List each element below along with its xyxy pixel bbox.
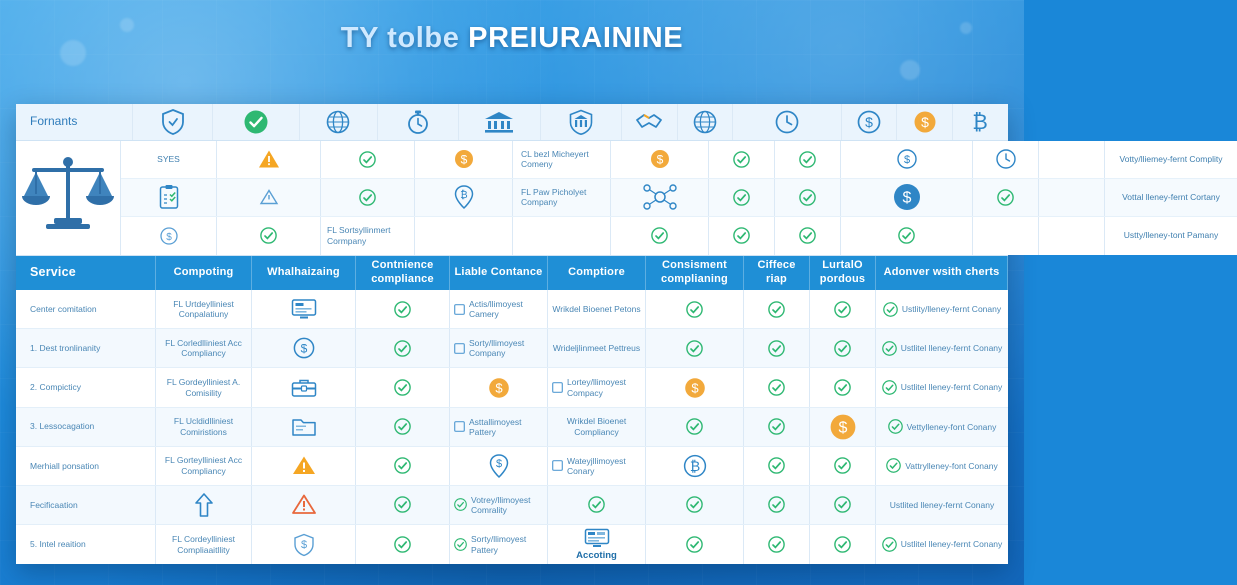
balance-scales-icon [16, 141, 121, 255]
info-label: FL Sortsyllinmert Cormpany [327, 225, 391, 246]
row-cell-text: Ustlitel lleney-fernt Conany [900, 343, 1003, 354]
upper-info-block [16, 141, 1223, 256]
handshake-icon [622, 104, 677, 140]
page-title [0, 22, 1024, 55]
info-label: SYES [157, 153, 180, 164]
row-cell-text: Wrideljlinmeet Pettreus [548, 329, 646, 367]
row-cell-text: Lortey/llimoyest Compacy [567, 377, 627, 398]
coin-icon [646, 368, 744, 406]
spacer-cell [1039, 141, 1105, 178]
check-badge-icon [810, 368, 876, 406]
spacer-cell [1039, 217, 1105, 255]
check-badge-icon [810, 486, 876, 524]
column-header-contnience-compliance[interactable]: Contnience compliance [356, 256, 450, 291]
check-badge-icon [356, 368, 450, 406]
background-blob [900, 60, 920, 80]
info-cell [121, 141, 217, 178]
checkbox-icon[interactable] [454, 343, 465, 354]
check-circle-icon [213, 104, 299, 140]
check-badge-icon [709, 179, 775, 216]
header-label-fornants: Fornants [16, 104, 133, 140]
check-badge-icon [973, 179, 1039, 216]
info-label: Votty/lliemey-fernt Complity [1119, 153, 1223, 164]
svg-text:$: $ [865, 113, 874, 130]
row-cell-check-text [450, 486, 548, 524]
warning-triangle-red-icon [252, 486, 356, 524]
check-badge-icon [709, 141, 775, 178]
row-cell-text: Sorty/llimoyest Company [469, 338, 525, 359]
globe-network-icon [678, 104, 733, 140]
coin-icon [611, 141, 709, 178]
check-badge-icon [321, 141, 415, 178]
svg-text:$: $ [656, 152, 663, 167]
row-cell-text: Sorty/llimoyest Pattery [471, 534, 527, 555]
svg-text:$: $ [460, 152, 467, 167]
checkbox-icon[interactable] [552, 382, 563, 393]
warning-triangle-icon [217, 141, 321, 178]
check-badge-icon [646, 486, 744, 524]
info-cell [513, 141, 611, 178]
row-cell-text: FL Urtdeylliniest Conpalatiuny [156, 290, 252, 328]
check-badge-icon [775, 141, 841, 178]
accounting-cell [548, 525, 646, 564]
row-cell-text: Wrikdel Bioenet Petons [548, 290, 646, 328]
svg-text:$: $ [300, 538, 307, 551]
check-badge-icon [646, 408, 744, 446]
checkbox-icon[interactable] [454, 421, 465, 432]
row-cell-check-text [450, 525, 548, 564]
check-badge-icon [775, 217, 841, 255]
page-title-part2: PREIURAININE [468, 22, 684, 54]
check-badge-icon [888, 419, 903, 434]
row-cell-text: Ustlitel lleney-fernt Conany [900, 539, 1003, 550]
svg-text:$: $ [300, 341, 307, 356]
column-header-ciffece-riap[interactable]: Ciffece riap [744, 256, 810, 291]
spacer-cell [513, 217, 611, 255]
row-cell-checkbox-text[interactable] [450, 290, 548, 328]
globe-icon [300, 104, 378, 140]
row-cell-text: FL Ucldidlliniest Comiristions [156, 408, 252, 446]
check-badge-icon [611, 217, 709, 255]
row-service-label: 1. Dest tronlinanity [16, 329, 156, 367]
dollar-shield-icon [252, 525, 356, 564]
column-header-comptiore[interactable]: Comptiore [548, 256, 646, 291]
table-column-header-row [16, 256, 1008, 291]
row-cell-text: Wrikdel Bioenet Compliancy [548, 408, 646, 446]
coin-icon [415, 141, 513, 178]
check-badge-icon [356, 290, 450, 328]
coin-large-icon [810, 408, 876, 446]
check-badge-icon [744, 447, 810, 485]
table-row[interactable] [16, 486, 1008, 525]
check-badge-icon [744, 329, 810, 367]
info-label: Vottal lleney-fernt Cortany [1122, 191, 1220, 202]
row-cell-checkbox-text[interactable] [548, 368, 646, 406]
check-badge-icon [883, 302, 898, 317]
check-badge-icon [356, 447, 450, 485]
check-badge-icon [882, 537, 897, 552]
column-header-lurtalo-pordous[interactable]: LurtalO pordous [810, 256, 876, 291]
check-badge-icon [810, 447, 876, 485]
dollar-circle-icon [842, 104, 897, 140]
row-cell-text: Votrey/llimoyest Comrality [471, 494, 531, 515]
dollar-circle-icon [252, 329, 356, 367]
check-badge-icon [321, 179, 415, 216]
shield-bank-icon [541, 104, 622, 140]
clipboard-check-icon [121, 179, 217, 216]
table-row[interactable] [16, 290, 1008, 329]
dollar-pin-icon [450, 447, 548, 485]
row-cell-text: Ustlitel lleney-fernt Conany [900, 382, 1003, 393]
column-header-service[interactable]: Service [16, 256, 156, 291]
svg-text:₿: ₿ [689, 457, 700, 474]
svg-text:₿: ₿ [459, 190, 468, 202]
column-header-liable-contance[interactable]: Liable Contance [450, 256, 548, 291]
svg-text:$: $ [838, 419, 847, 437]
row-cell-text: Actis/llimoyest Camery [469, 299, 523, 320]
check-badge-icon [886, 458, 901, 473]
check-badge-icon [882, 380, 897, 395]
check-badge-icon [810, 290, 876, 328]
check-badge-icon [775, 179, 841, 216]
info-cell [513, 179, 611, 216]
comparison-table-panel [16, 104, 1223, 564]
check-badge-icon [709, 217, 775, 255]
shield-icon [133, 104, 213, 140]
table-row[interactable] [16, 408, 1008, 447]
row-cell-checkbox-text[interactable] [548, 447, 646, 485]
toolbox-icon [252, 368, 356, 406]
row-cell-text: Vettylleney-font Conany [906, 421, 997, 432]
row-cell-text: FL Gordeylliniest A. Comisility [156, 368, 252, 406]
up-arrow-icon [156, 486, 252, 524]
dollar-small-icon [121, 217, 217, 255]
row-service-label: Center comitation [16, 290, 156, 328]
spacer-cell [973, 217, 1039, 255]
page-title-part1: TY tolbe [340, 22, 469, 54]
row-cell-text: FL Cordeylliniest Compliaaitllity [156, 525, 252, 564]
row-cell-text: Vattrylleney-font Conany [905, 460, 998, 471]
row-cell-check-text [876, 329, 1008, 367]
svg-text:$: $ [165, 231, 172, 243]
checkbox-icon[interactable] [454, 304, 465, 315]
check-badge-icon [454, 538, 467, 551]
svg-text:$: $ [902, 189, 911, 207]
check-badge-icon [646, 290, 744, 328]
row-cell-text: Asttallimoyest Pattery [469, 416, 522, 437]
row-cell-checkbox-text[interactable] [450, 408, 548, 446]
column-header-whalhaizaing[interactable]: Whalhaizaing [252, 256, 356, 291]
svg-text:₿: ₿ [972, 110, 989, 134]
column-header-adonver-wsith-cherts[interactable]: Adonver wsith cherts [876, 256, 1008, 291]
check-badge-icon [810, 525, 876, 564]
svg-text:$: $ [690, 380, 699, 396]
table-icon-header-row [16, 104, 1008, 141]
table-row[interactable] [16, 329, 1008, 368]
check-badge-icon [646, 329, 744, 367]
dollar-circle-large-icon [841, 179, 973, 216]
bitcoin-icon [646, 447, 744, 485]
svg-text:$: $ [920, 113, 929, 130]
bitcoin-icon [953, 104, 1008, 140]
checkbox-icon[interactable] [552, 460, 563, 471]
check-badge-icon [744, 368, 810, 406]
table-row[interactable] [16, 447, 1008, 486]
dollar-badge-icon [841, 141, 973, 178]
check-badge-icon [882, 341, 897, 356]
network-node-icon [611, 179, 709, 216]
row-service-label: Merhiall ponsation [16, 447, 156, 485]
bank-icon [459, 104, 540, 140]
row-cell-text: Wateyjllimoyest Conary [567, 455, 626, 476]
check-badge-icon [744, 525, 810, 564]
accounting-monitor-icon [584, 528, 610, 548]
info-label: FL Paw Picholyet Company [521, 186, 587, 208]
warning-triangle-icon [252, 447, 356, 485]
folder-icon [252, 408, 356, 446]
info-cell [321, 217, 415, 255]
row-service-label: Fecificaation [16, 486, 156, 524]
info-label: Ustty/lleney-tont Pamany [1123, 230, 1219, 241]
check-badge-icon [841, 217, 973, 255]
accounting-label: Accoting [576, 549, 617, 561]
svg-text:$: $ [494, 380, 503, 396]
info-label: CL bezl Micheyert Comeny [521, 148, 589, 170]
row-service-label: 5. Intel reaition [16, 525, 156, 564]
row-cell-text: FL Corledlliniest Acc Compliancy [156, 329, 252, 367]
check-badge-icon [356, 408, 450, 446]
svg-text:$: $ [495, 457, 502, 470]
row-cell-text: Ustlited lleney-fernt Conany [889, 499, 995, 510]
row-cell-checkbox-text[interactable] [450, 329, 548, 367]
check-badge-icon [217, 217, 321, 255]
row-service-label: 3. Lessocagation [16, 408, 156, 446]
row-cell-check-text [876, 447, 1008, 485]
check-badge-icon [356, 486, 450, 524]
check-badge-icon [356, 329, 450, 367]
check-badge-icon [548, 486, 646, 524]
row-cell-check-text [876, 368, 1008, 406]
spacer-cell [1039, 179, 1105, 216]
monitor-icon [252, 290, 356, 328]
column-header-consisment-complianing[interactable]: Consisment complianing [646, 256, 744, 291]
table-row[interactable] [16, 368, 1008, 407]
check-badge-icon [744, 486, 810, 524]
coin-icon [450, 368, 548, 406]
table-row[interactable] [16, 525, 1008, 564]
row-cell-check-text [876, 408, 1008, 446]
info-row [121, 141, 1237, 179]
row-cell-text: FL Gorteylliniest Acc Compliancy [156, 447, 252, 485]
svg-text:$: $ [903, 154, 910, 167]
clock-icon [733, 104, 842, 140]
info-row [121, 179, 1237, 217]
warning-small-icon [217, 179, 321, 216]
check-badge-icon [646, 525, 744, 564]
spacer-cell [415, 217, 513, 255]
check-badge-icon [454, 498, 467, 511]
check-badge-icon [356, 525, 450, 564]
row-cell-check-text [876, 290, 1008, 328]
coin-icon [897, 104, 952, 140]
check-badge-icon [744, 408, 810, 446]
check-badge-icon [810, 329, 876, 367]
info-row [121, 217, 1237, 255]
column-header-compoting[interactable]: Compoting [156, 256, 252, 291]
row-cell-text: Ustlity/lleney-fernt Conany [901, 304, 1002, 315]
check-badge-icon [744, 290, 810, 328]
row-service-label: 2. Compicticy [16, 368, 156, 406]
clock-circle-icon [973, 141, 1039, 178]
row-cell-check-text [876, 525, 1008, 564]
bitcoin-pin-icon [415, 179, 513, 216]
stopwatch-icon [378, 104, 459, 140]
